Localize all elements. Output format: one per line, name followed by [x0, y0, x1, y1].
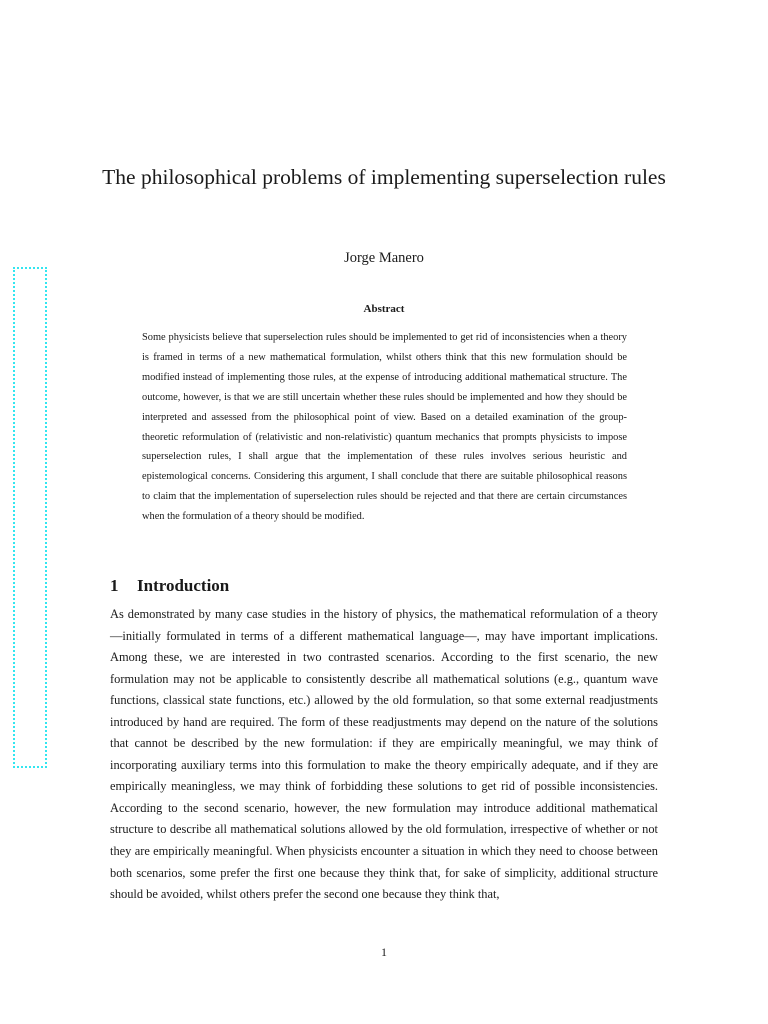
author-name: Jorge Manero — [344, 250, 424, 266]
section-title: Introduction — [137, 576, 230, 595]
section-number: 1 — [110, 576, 119, 595]
body-paragraph: As demonstrated by many case studies in the history of physics, the mathematical reformulation of a theory —initially formulated in terms of a different mathematical language—, may have important implications. Among these, we are interested in two contrasted scenarios. According to the first scenario, the new formulation may not be applicable to consistently describe all mathematical solutions (e.g., quantum wave functions, classical state functions, etc.) allowed by the old formulation, so that some external readjustments introduced by hand are required. The form of these readjustments may depend on the nature of the solutions that cannot be described by the new formulation: if they are empirically meaningful, we may think of incorporating auxiliary terms into this formulation to make the theory empirically adequate, and if they are empirically meaningless, we may think of forbidding these solutions to get rid of possible inconsistencies. According to the second scenario, however, the new formulation may introduce additional mathematical structure to describe all mathematical solutions allowed by the old formulation, irrespective of whether or not they are empirically meaningful. When physicists encounter a situation in which they need to choose between both scenarios, some prefer the first one because they think that, for sake of simplicity, additional structure should be avoided, whilst others prefer the second one because they think that, — [110, 607, 658, 902]
paper-title: The philosophical problems of implementing superselection rules — [102, 165, 666, 189]
link-annotation-box[interactable] — [13, 267, 47, 768]
abstract-text: Some physicists believe that superselection rules should be implemented to get rid of inconsistencies when a theory is framed in terms of a new mathematical formulation, whilst others think that this new formulation should be modified instead of implementing those rules, at the expense of introducing additional mathematical structure. The outcome, however, is that we are still uncertain whether these rules should be implemented and how they should be interpreted and assessed from the philosophical point of view. Based on a detailed examination of the group-theoretic reformulation of (relativistic and non-relativistic) quantum mechanics that prompts physicists to impose superselection rules, I shall argue that the implementation of these rules involves serious heuristic and epistemological concerns. Considering this argument, I shall conclude that there are suitable philosophical reasons to claim that the implementation of superselection rules should be rejected and that there are certain circumstances when the formulation of a theory should be modified. — [142, 332, 627, 523]
abstract-heading: Abstract — [363, 303, 405, 315]
page-number: 1 — [381, 945, 387, 959]
section-heading — [110, 575, 229, 597]
